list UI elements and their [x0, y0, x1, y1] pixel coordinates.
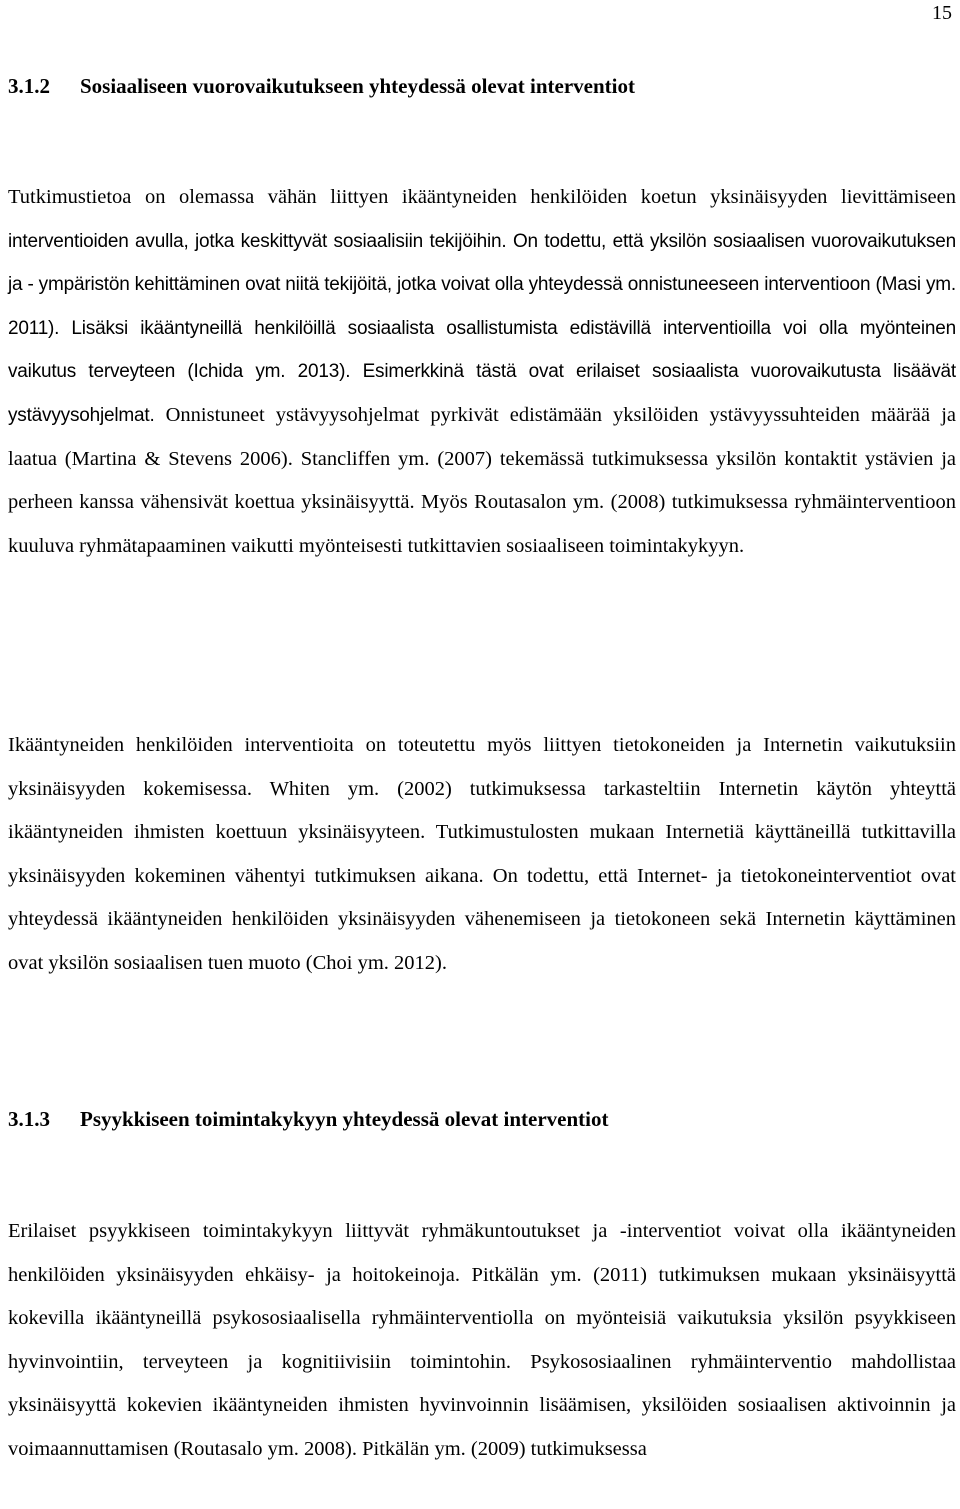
paragraph-text: Tutkimustietoa on olemassa vähän liittyen ikääntyneiden henkilöiden koetun yksinäisyyden lievittämiseen — [8, 186, 956, 208]
paragraph-text-sans: interventioiden avulla, jotka keskittyvät sosiaalisiin tekijöihin. On todettu, että yksilön sosiaalisen vuorovaikutuksen ja - ympäristön kehittäminen ovat niitä tekijöitä, jotka voivat olla yhteydessä onnistuneeseen interventioon (Masi ym. 2011). Lisäksi ikääntyneillä henkilöillä sosiaalista osallistumista edistävillä interventioilla voi olla myönteinen vaikutus terveyteen (Ichida ym. 2013). Esimerkkinä tästä ovat erilaiset sosiaalista vuorovaikutusta lisäävät ystävyysohjelmat. — [8, 230, 957, 426]
page-number: 15 — [932, 2, 952, 24]
section-title: Psyykkiseen toimintakykyyn yhteydessä olevat interventiot — [80, 1107, 609, 1131]
section-number: 3.1.3 — [8, 1107, 50, 1131]
section-number: 3.1.2 — [8, 74, 50, 98]
section-heading-3-1-3 — [8, 1107, 952, 1132]
section-heading-3-1-2 — [8, 74, 952, 99]
paragraph-psychological-interventions: Erilaiset psyykkiseen toimintakykyyn liittyvät ryhmäkuntoutukset ja -interventiot voivat olla ikääntyneiden henkilöiden yksinäisyyden ehkäisy- ja hoitokeinoja. Pitkälän ym. (2011) tutkimuksen mukaan yksinäisyyttä kokevilla ikääntyneillä psykososiaalisella ryhmäinterventiolla on myönteisiä vaikutuksia yksilön psyykkiseen hyvinvointiin, terveyteen ja kognitiivisiin toimintohin. Psykososiaalinen ryhmäinterventio mahdollistaa yksinäisyyttä kokevien ikääntyneiden ihmisten hyvinvoinnin lisäämisen, yksilöiden sosiaalisen aktivoinnin ja voimaannuttamisen (Routasalo ym. 2008). Pitkälän ym. (2009) tutkimuksessa — [8, 1220, 956, 1460]
paragraph-social-interaction — [8, 176, 956, 568]
paragraph-text: Onnistuneet ystävyysohjelmat pyrkivät edistämään yksilöiden ystävyyssuhteiden määrää ja laatua (Martina & Stevens 2006). Stancliffen ym. (2007) tekemässä tutkimuksessa yksilön kontaktit ystävien ja perheen kanssa vähensivät koettua yksinäisyyttä. Myös Routasalon ym. (2008) tutkimuksessa ryhmäinterventioon kuuluva ryhmätapaaminen vaikutti myönteisesti tutkittavien sosiaaliseen toimintakykyyn. — [8, 403, 956, 557]
paragraph-internet-interventions: Ikääntyneiden henkilöiden interventioita on toteutettu myös liittyen tietokoneiden ja Internetin vaikutuksiin yksinäisyyden kokemisessa. Whiten ym. (2002) tutkimuksessa tarkasteltiin Internetin käytön yhteyttä ikääntyneiden ihmisten koettuun yksinäisyyteen. Tutkimustulosten mukaan Internetiä käyttäneillä tutkittavilla yksinäisyyden kokeminen vähentyi tutkimuksen aikana. On todettu, että Internet- ja tietokoneinterventiot ovat yhteydessä ikääntyneiden henkilöiden yksinäisyyden vähenemiseen ja tietokoneen sekä Internetin käyttäminen ovat yksilön sosiaalisen tuen muoto (Choi ym. 2012). — [8, 734, 956, 974]
section-title: Sosiaaliseen vuorovaikutukseen yhteydessä olevat interventiot — [80, 74, 635, 98]
